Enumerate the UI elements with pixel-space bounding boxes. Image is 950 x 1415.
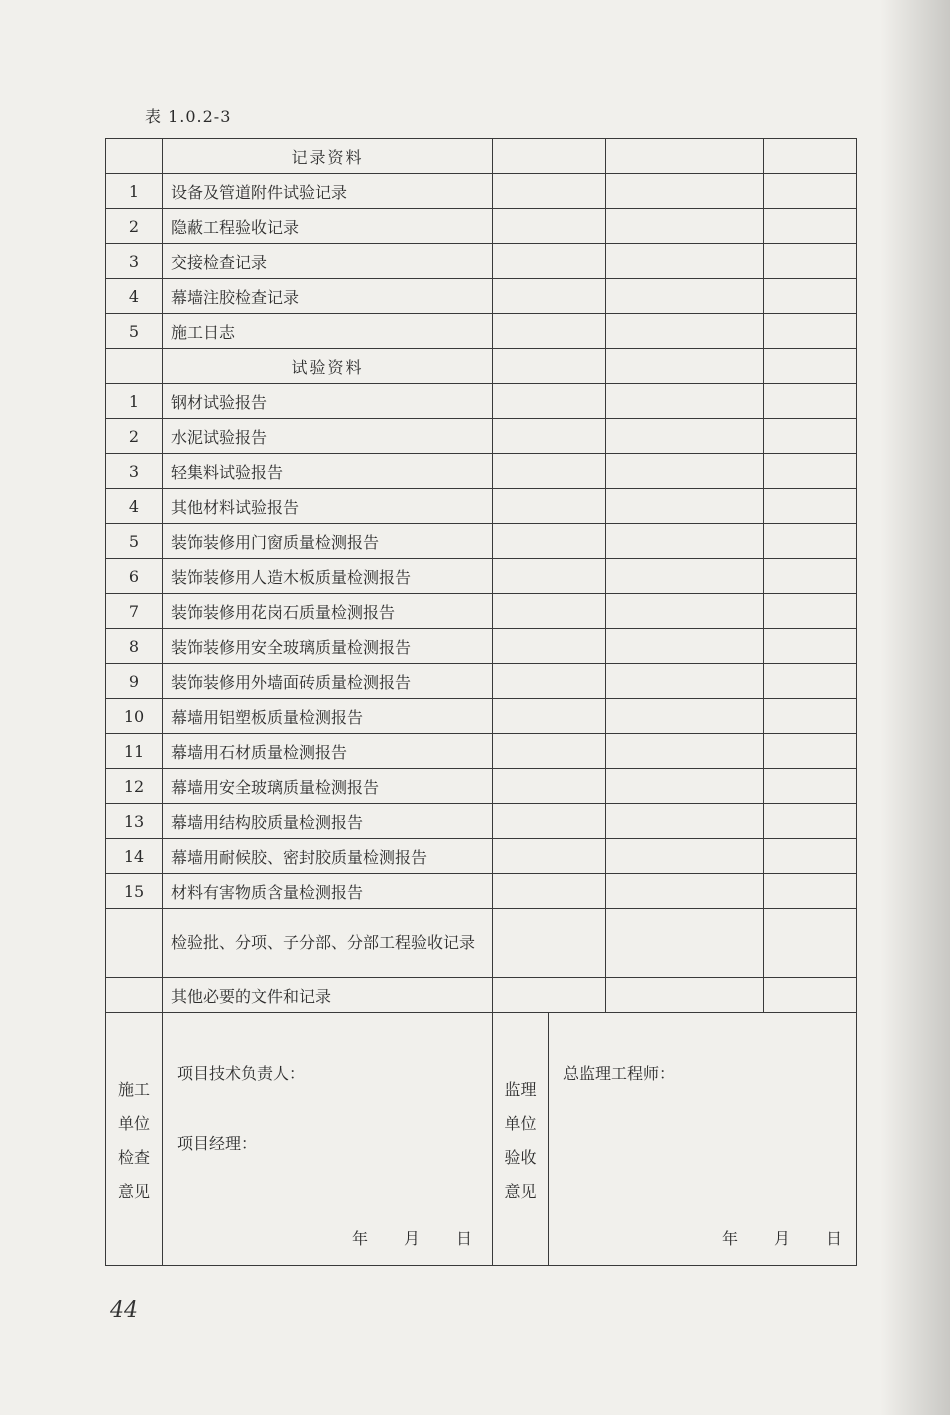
section-title-records: 记录资料	[163, 139, 493, 174]
table-row	[106, 664, 857, 699]
check-cell	[493, 209, 606, 244]
check-cell	[493, 419, 606, 454]
month-label: 月	[403, 1229, 420, 1248]
table-row	[106, 734, 857, 769]
check-cell	[764, 384, 857, 419]
check-cell	[764, 489, 857, 524]
row-number: 14	[106, 839, 163, 874]
check-cell	[606, 664, 764, 699]
row-number: 3	[106, 244, 163, 279]
row-item: 轻集料试验报告	[163, 454, 493, 489]
signature-row	[106, 1013, 857, 1266]
row-number: 13	[106, 804, 163, 839]
check-cell	[764, 874, 857, 909]
table-row	[106, 314, 857, 349]
row-item: 幕墙用石材质量检测报告	[163, 734, 493, 769]
check-cell	[493, 804, 606, 839]
row-item: 装饰装修用安全玻璃质量检测报告	[163, 629, 493, 664]
table-row	[106, 874, 857, 909]
row-item: 幕墙注胶检查记录	[163, 279, 493, 314]
label-line: 意见	[504, 1182, 537, 1201]
check-cell	[764, 314, 857, 349]
row-item: 交接检查记录	[163, 244, 493, 279]
row-number: 4	[106, 279, 163, 314]
row-number: 7	[106, 594, 163, 629]
table-row	[106, 454, 857, 489]
check-cell	[764, 174, 857, 209]
check-cell	[493, 384, 606, 419]
table-row	[106, 174, 857, 209]
row-number: 4	[106, 489, 163, 524]
archive-checklist-table	[105, 138, 857, 1266]
table-label: 表 1.0.2-3	[145, 107, 232, 126]
check-cell	[764, 769, 857, 804]
check-cell	[493, 489, 606, 524]
check-cell	[764, 804, 857, 839]
row-number: 1	[106, 174, 163, 209]
check-cell	[606, 489, 764, 524]
label-line: 施工	[117, 1080, 150, 1099]
check-cell	[606, 769, 764, 804]
row-item: 装饰装修用外墙面砖质量检测报告	[163, 664, 493, 699]
check-cell	[493, 314, 606, 349]
row-item-acceptance: 检验批、分项、子分部、分部工程验收记录	[163, 909, 493, 978]
check-cell	[764, 209, 857, 244]
row-number: 11	[106, 734, 163, 769]
row-item: 幕墙用耐候胶、密封胶质量检测报告	[163, 839, 493, 874]
month-label: 月	[773, 1229, 790, 1248]
check-cell	[606, 524, 764, 559]
section-row-records	[106, 139, 857, 174]
year-label: 年	[721, 1229, 738, 1248]
check-cell	[493, 699, 606, 734]
row-item: 幕墙用结构胶质量检测报告	[163, 804, 493, 839]
row-item: 装饰装修用花岗石质量检测报告	[163, 594, 493, 629]
label-line: 监理	[504, 1080, 537, 1099]
table-row	[106, 594, 857, 629]
row-item: 钢材试验报告	[163, 384, 493, 419]
row-item: 水泥试验报告	[163, 419, 493, 454]
table-row	[106, 279, 857, 314]
section-title-tests: 试验资料	[163, 349, 493, 384]
row-number: 8	[106, 629, 163, 664]
table-row	[106, 209, 857, 244]
check-cell	[606, 384, 764, 419]
check-cell	[764, 699, 857, 734]
check-cell	[606, 209, 764, 244]
row-item: 设备及管道附件试验记录	[163, 174, 493, 209]
table-row	[106, 629, 857, 664]
check-cell	[606, 314, 764, 349]
section-row-tests	[106, 349, 857, 384]
check-cell	[606, 699, 764, 734]
check-cell	[764, 349, 857, 384]
day-label: 日	[825, 1229, 842, 1248]
check-cell	[764, 454, 857, 489]
check-cell	[493, 279, 606, 314]
check-cell	[493, 839, 606, 874]
contractor-date[interactable]	[316, 1226, 472, 1249]
row-item-other-docs: 其他必要的文件和记录	[163, 978, 493, 1013]
check-cell	[606, 419, 764, 454]
row-number: 2	[106, 419, 163, 454]
contractor-label-cell	[106, 1013, 163, 1266]
chief-engineer-field[interactable]: 总监理工程师：	[563, 1064, 676, 1083]
supervisor-opinion-label	[493, 1013, 548, 1209]
check-cell	[764, 419, 857, 454]
check-cell	[493, 769, 606, 804]
check-cell	[606, 874, 764, 909]
supervisor-sign-cell	[549, 1013, 857, 1266]
check-cell	[493, 244, 606, 279]
row-item: 幕墙用安全玻璃质量检测报告	[163, 769, 493, 804]
row-number: 10	[106, 699, 163, 734]
row-item: 幕墙用铝塑板质量检测报告	[163, 699, 493, 734]
check-cell	[764, 734, 857, 769]
check-cell	[606, 804, 764, 839]
check-cell	[764, 524, 857, 559]
table-row-other-docs	[106, 978, 857, 1013]
label-line: 意见	[117, 1182, 150, 1201]
check-cell	[493, 978, 606, 1013]
check-cell	[606, 839, 764, 874]
table-row	[106, 384, 857, 419]
table-row	[106, 769, 857, 804]
table-row	[106, 839, 857, 874]
table-body	[106, 139, 857, 1266]
check-cell	[764, 664, 857, 699]
label-line: 检查	[117, 1148, 150, 1167]
check-cell	[606, 349, 764, 384]
page-edge-shadow	[880, 0, 950, 1415]
check-cell	[764, 839, 857, 874]
row-number: 6	[106, 559, 163, 594]
check-cell	[606, 174, 764, 209]
row-number: 5	[106, 314, 163, 349]
row-number: 15	[106, 874, 163, 909]
table-row	[106, 524, 857, 559]
row-item: 其他材料试验报告	[163, 489, 493, 524]
check-cell	[606, 734, 764, 769]
check-cell	[606, 978, 764, 1013]
year-label: 年	[351, 1229, 368, 1248]
check-cell	[606, 279, 764, 314]
blank-cell	[106, 978, 163, 1013]
check-cell	[493, 454, 606, 489]
row-item: 装饰装修用门窗质量检测报告	[163, 524, 493, 559]
label-line: 单位	[117, 1114, 150, 1133]
table-row-acceptance	[106, 909, 857, 978]
check-cell	[606, 244, 764, 279]
row-item: 隐蔽工程验收记录	[163, 209, 493, 244]
day-label: 日	[455, 1229, 472, 1248]
row-number: 9	[106, 664, 163, 699]
row-item: 材料有害物质含量检测报告	[163, 874, 493, 909]
table-row	[106, 489, 857, 524]
supervisor-label-cell	[493, 1013, 549, 1266]
label-line: 验收	[504, 1148, 537, 1167]
project-manager-field[interactable]: 项目经理：	[177, 1134, 258, 1153]
contractor-sign-cell	[163, 1013, 493, 1266]
row-number: 12	[106, 769, 163, 804]
page-number: 44	[110, 1298, 138, 1323]
contractor-sign-box	[163, 1013, 492, 1265]
check-cell	[493, 734, 606, 769]
table-row	[106, 699, 857, 734]
check-cell	[764, 244, 857, 279]
check-cell	[493, 874, 606, 909]
supervisor-date[interactable]	[686, 1226, 842, 1249]
row-item: 施工日志	[163, 314, 493, 349]
check-cell	[764, 629, 857, 664]
check-cell	[606, 594, 764, 629]
label-line: 单位	[504, 1114, 537, 1133]
table-row	[106, 559, 857, 594]
check-cell	[764, 978, 857, 1013]
check-cell	[493, 174, 606, 209]
check-cell	[764, 909, 857, 978]
check-cell	[606, 559, 764, 594]
table-row	[106, 244, 857, 279]
table-row	[106, 419, 857, 454]
supervisor-sign-box	[549, 1013, 856, 1265]
check-cell	[764, 594, 857, 629]
check-cell	[493, 594, 606, 629]
row-number: 3	[106, 454, 163, 489]
check-cell	[493, 664, 606, 699]
check-cell	[493, 524, 606, 559]
check-cell	[493, 909, 606, 978]
row-number: 5	[106, 524, 163, 559]
check-cell	[764, 279, 857, 314]
row-number: 1	[106, 384, 163, 419]
check-cell	[764, 559, 857, 594]
table-row	[106, 804, 857, 839]
check-cell	[493, 349, 606, 384]
blank-cell	[106, 909, 163, 978]
check-cell	[493, 559, 606, 594]
row-item: 装饰装修用人造木板质量检测报告	[163, 559, 493, 594]
tech-lead-field[interactable]: 项目技术负责人：	[177, 1064, 306, 1083]
contractor-opinion-label	[106, 1013, 162, 1209]
check-cell	[493, 629, 606, 664]
check-cell	[606, 454, 764, 489]
blank-cell	[106, 349, 163, 384]
check-cell	[606, 909, 764, 978]
row-number: 2	[106, 209, 163, 244]
check-cell	[606, 629, 764, 664]
